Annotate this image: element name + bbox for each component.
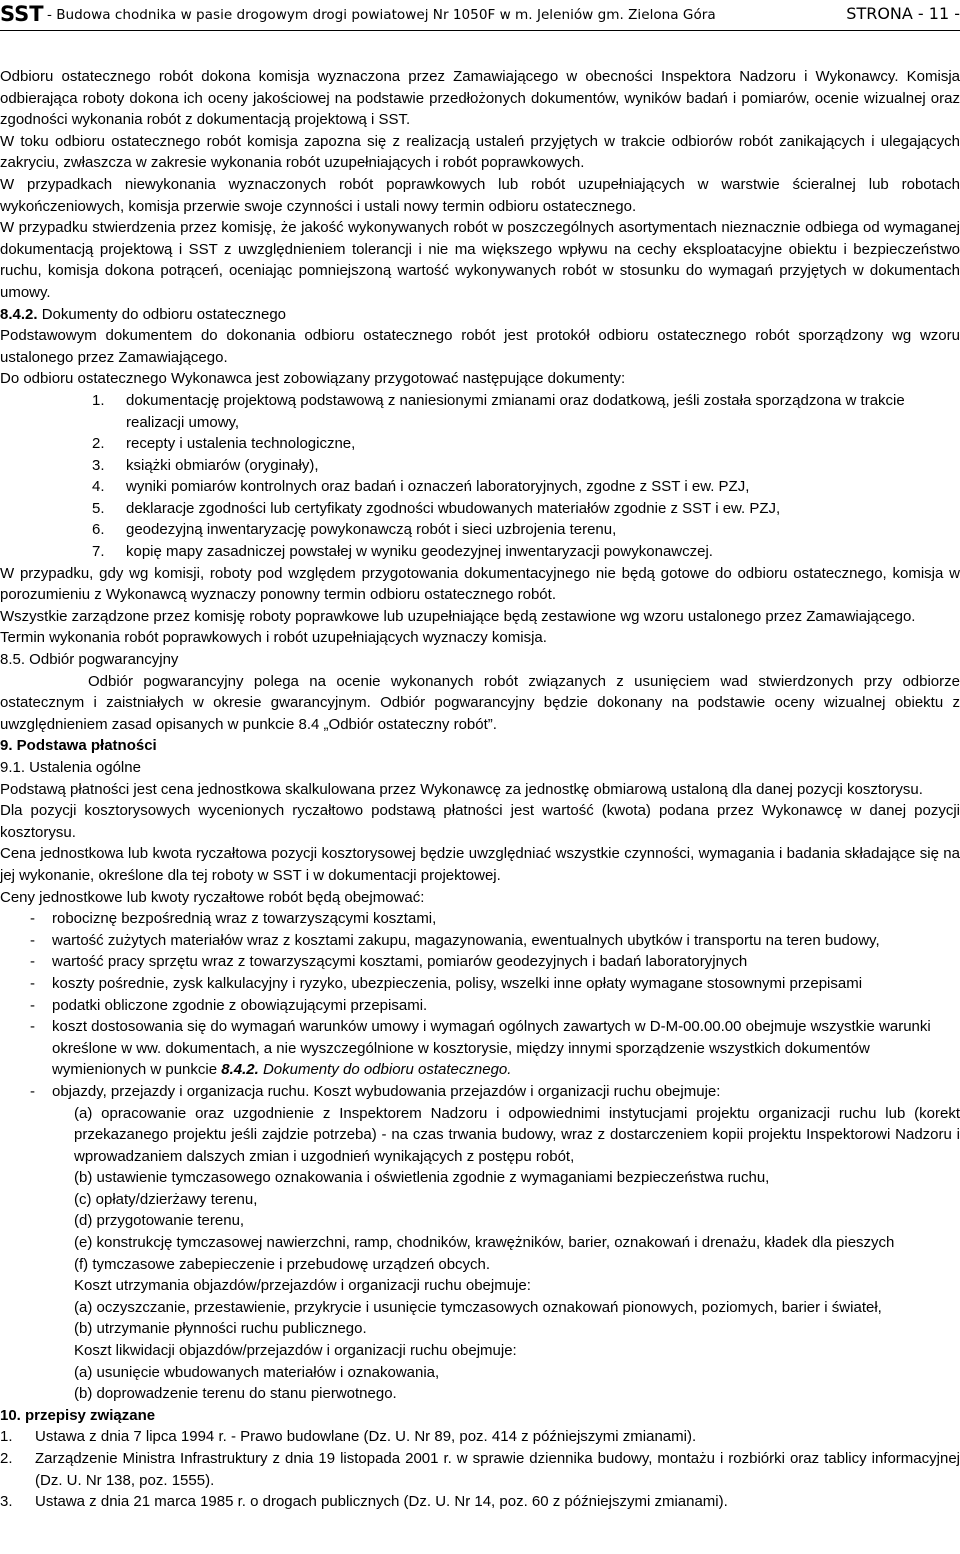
paragraph: Do odbioru ostatecznego Wykonawca jest zobowiązany przygotować następujące dokumenty: bbox=[0, 370, 626, 388]
section-reference: 8.4.2. bbox=[221, 1061, 259, 1079]
list-item bbox=[0, 951, 960, 973]
paragraph: Wszystkie zarządzone przez komisję roboty poprawkowe lub uzupełniające będą zestawione wg wzoru ustalonego przez Zamawiającego. bbox=[0, 607, 916, 625]
list-text: Ustawa z dnia 21 marca 1985 r. o drogach publicznych (Dz. U. Nr 14, poz. 60 z późniejszymi zmianami). bbox=[35, 1493, 728, 1511]
paragraph: Odbioru ostatecznego robót dokona komisja wyznaczona przez Zamawiającego w obecności Inspektora Nadzoru i Wykonawcy. Komisja odbierająca roboty dokona ich oceny jakościowej na podstawie przedłożonych dokumentów, wyników badań i pomiarów, ocenie wizualnej oraz zgodności wykonania robót z dokumentacją projektową i SST. bbox=[0, 68, 960, 129]
sub-heading: Koszt likwidacji objazdów/przejazdów i organizacji ruchu obejmuje: bbox=[74, 1342, 517, 1360]
paragraph: Ceny jednostkowe lub kwoty ryczałtowe robót będą obejmować: bbox=[0, 888, 425, 906]
list-item bbox=[0, 390, 926, 433]
page-header bbox=[0, 0, 960, 31]
list-item bbox=[0, 433, 926, 455]
section-reference-title: Dokumenty do odbioru ostatecznego. bbox=[258, 1061, 512, 1079]
list-item bbox=[0, 973, 960, 995]
list-number: 1. bbox=[92, 391, 105, 409]
dash-marker: - bbox=[30, 996, 35, 1014]
traffic-maintain-list bbox=[0, 1297, 960, 1340]
price-components-list bbox=[0, 908, 960, 1102]
paragraph: W przypadku, gdy wg komisji, roboty pod względem przygotowania dokumentacyjnego nie będą gotowe do odbioru ostatecznego, komisja w porozumieniu z Wykonawcą wyznaczy ponowny termin odbioru ostatecznego robót. bbox=[0, 564, 960, 604]
list-text: Zarządzenie Ministra Infrastruktury z dnia 19 listopada 2001 r. w sprawie dziennika budowy, montażu i rozbiórki oraz tablicy informacyjnej (Dz. U. Nr 138, poz. 1555). bbox=[35, 1450, 960, 1489]
list-item bbox=[0, 1426, 960, 1448]
list-item bbox=[0, 1448, 960, 1491]
list-text: Ustawa z dnia 7 lipca 1994 r. - Prawo budowlane (Dz. U. Nr 89, poz. 414 z późniejszymi zmianami). bbox=[35, 1428, 697, 1446]
list-text: objazdy, przejazdy i organizacja ruchu. Koszt wybudowania przejazdów i organizacji ruchu obejmuje: bbox=[52, 1082, 721, 1100]
list-text: podatki obliczone zgodnie z obowiązującymi przepisami. bbox=[52, 996, 428, 1014]
list-number: 1. bbox=[0, 1428, 13, 1446]
list-text: dokumentację projektową podstawową z naniesionymi zmianami oraz dodatkową, jeśli została sporządzona w trakcie realizacji umowy, bbox=[126, 391, 905, 431]
list-item bbox=[0, 476, 926, 498]
list-item: (a) opracowanie oraz uzgodnienie z Inspektorem Nadzoru i odpowiednimi instytucjami projektu organizacji ruchu lub (korekt przekazanego projektu jeśli zajdzie potrzeba) - na czas trwania budowy, wraz z dostarczeniem kopii projektu Inspektorowi Nadzoru i wprowadzaniem dalszych zmian i uzgodnień wynikających z postępu robót, bbox=[74, 1104, 960, 1165]
section-heading-9-1: 9.1. Ustalenia ogólne bbox=[0, 759, 141, 776]
list-item bbox=[0, 541, 926, 563]
paragraph: Podstawowym dokumentem do dokonania odbioru ostatecznego robót jest protokół odbioru ostatecznego robót sporządzony wg wzoru ustalonego przez Zamawiającego. bbox=[0, 327, 960, 366]
list-item: (b) ustawienie tymczasowego oznakowania i oświetlenia zgodnie z wymaganiami bezpieczeństwa ruchu, bbox=[74, 1169, 770, 1187]
list-text: wartość pracy sprzętu wraz z towarzyszącymi kosztami, pomiarów geodezyjnych i badań laboratoryjnych bbox=[52, 953, 748, 971]
list-number: 6. bbox=[92, 521, 105, 539]
paragraph: W przypadku stwierdzenia przez komisję, że jakość wykonywanych robót w poszczególnych asortymentach nieznacznie odbiega od wymaganej dokumentacją projektową i SST z uwzględnieniem tolerancji i nie ma większego wpływu na cechy eksploatacyjne obiektu i bezpieczeństwo ruchu, komisja dokona potrąceń, oceniając pomniejszoną wartość wykonywanych robót w stosunku do wymagań przyjętych w dokumentach umowy. bbox=[0, 219, 960, 301]
list-number: 2. bbox=[92, 435, 105, 453]
section-heading-10: 10. przepisy związane bbox=[0, 1406, 156, 1424]
list-number: 5. bbox=[92, 499, 105, 517]
paragraph: W przypadkach niewykonania wyznaczonych robót poprawkowych lub robót uzupełniających w warstwie ścieralnej lub robotach wykończeniowych, komisja przerwie swoje czynności i ustali nowy termin odbioru ostatecznego. bbox=[0, 175, 960, 215]
list-text: wartość zużytych materiałów wraz z kosztami zakupu, magazynowania, ewentualnych ubytków i transportu na teren budowy, bbox=[52, 931, 880, 949]
list-item bbox=[0, 908, 960, 930]
list-item bbox=[0, 995, 960, 1017]
dash-marker: - bbox=[30, 910, 35, 928]
list-item bbox=[0, 498, 926, 520]
list-text: książki obmiarów (oryginały), bbox=[126, 456, 319, 474]
document-body bbox=[0, 66, 960, 1513]
header-subject: - Budowa chodnika w pasie drogowym drogi powiatowej Nr 1050F w m. Jeleniów gm. Zielona Góra bbox=[47, 7, 716, 23]
dash-marker: - bbox=[30, 953, 35, 971]
sub-heading: Koszt utrzymania objazdów/przejazdów i organizacji ruchu obejmuje: bbox=[74, 1277, 531, 1295]
paragraph: Termin wykonania robót poprawkowych i robót uzupełniających wyznaczy komisja. bbox=[0, 629, 547, 647]
page-number: STRONA - 11 - bbox=[846, 4, 960, 23]
list-number: 3. bbox=[0, 1493, 13, 1511]
list-item: (a) oczyszczanie, przestawienie, przykrycie i usunięcie tymczasowych oznakowań pionowych, poziomych, barier i świateł, bbox=[74, 1298, 882, 1316]
list-text: koszty pośrednie, zysk kalkulacyjny i ryzyko, ubezpieczenia, polisy, wszelki inne opłaty wymagane stosownymi przepisami bbox=[52, 974, 863, 992]
list-text: wyniki pomiarów kontrolnych oraz badań i oznaczeń laboratoryjnych, zgodne z SST i ew. PZJ, bbox=[126, 478, 750, 496]
list-text: deklaracje zgodności lub certyfikaty zgodności wbudowanych materiałów zgodnie z SST i ew. PZJ, bbox=[126, 499, 781, 517]
list-number: 2. bbox=[0, 1450, 13, 1467]
section-number: 8.4.2. bbox=[0, 305, 38, 323]
dash-marker: - bbox=[30, 1082, 35, 1100]
traffic-build-list bbox=[0, 1103, 960, 1276]
list-item: (c) opłaty/dzierżawy terenu, bbox=[74, 1190, 258, 1208]
section-heading-8-5: 8.5. Odbiór pogwarancyjny bbox=[0, 651, 179, 669]
list-item: (e) konstrukcję tymczasowej nawierzchni, ramp, chodników, krawężników, barier, oznakowań i drenażu, kładek dla pieszych bbox=[74, 1234, 895, 1252]
paragraph: Odbiór pogwarancyjny polega na ocenie wykonanych robót związanych z usunięciem wad stwierdzonych przy odbiorze ostatecznym i zaistniałych w okresie gwarancyjnym. Odbiór pogwarancyjny będzie dokonany na podstawie oceny wizualnej obiektu z uwzględnieniem zasad opisanych w punkcie 8.4 „Odbiór ostateczny robót”. bbox=[0, 672, 960, 733]
list-number: 7. bbox=[92, 543, 105, 561]
list-text: koszt dostosowania się do wymagań warunków umowy i wymagań ogólnych zawartych w D-M-00.00.00 obejmuje wszystkie warunki określone w ww. dokumentach, a nie wyszczególnione w kosztorysie, między innymi sporządzenie wszystkich dokumentów wymienionych w punkcie bbox=[52, 1018, 931, 1079]
section-heading-8-4-2 bbox=[0, 304, 960, 326]
section-heading-9: 9. Podstawa płatności bbox=[0, 737, 157, 755]
documents-list bbox=[0, 390, 960, 563]
list-item: (a) usunięcie wbudowanych materiałów i oznakowania, bbox=[74, 1363, 440, 1381]
paragraph: Podstawą płatności jest cena jednostkowa skalkulowana przez Wykonawcę za jednostkę obmiarową ustaloną dla danej pozycji kosztorysu. bbox=[0, 780, 923, 798]
spec-abbreviation: SST bbox=[0, 2, 44, 26]
dash-marker: - bbox=[30, 1018, 35, 1036]
paragraph: W toku odbioru ostatecznego robót komisja zapozna się z realizacją ustaleń przyjętych w trakcie odbiorów robót zanikających i ulegających zakryciu, zwłaszcza w zakresie wykonania robót uzupełniających i robót poprawkowych. bbox=[0, 132, 960, 172]
dash-marker: - bbox=[30, 931, 35, 949]
list-item bbox=[0, 519, 926, 541]
list-number: 4. bbox=[92, 478, 105, 496]
list-number: 3. bbox=[92, 456, 105, 474]
list-item: (d) przygotowanie terenu, bbox=[74, 1212, 245, 1230]
list-item bbox=[0, 455, 926, 477]
dash-marker: - bbox=[30, 974, 35, 992]
list-item: (b) utrzymanie płynności ruchu publicznego. bbox=[74, 1320, 367, 1338]
list-item bbox=[0, 1016, 960, 1081]
traffic-liquidate-list bbox=[0, 1362, 960, 1405]
list-item bbox=[0, 1491, 960, 1513]
list-text: kopię mapy zasadniczej powstałej w wyniku geodezyjnej inwentaryzacji powykonawczej. bbox=[126, 543, 713, 561]
list-item: (b) doprowadzenie terenu do stanu pierwotnego. bbox=[74, 1385, 397, 1403]
list-item: (f) tymczasowe zabepieczenie i przebudowę urządzeń obcych. bbox=[74, 1255, 491, 1273]
list-item bbox=[0, 930, 960, 952]
list-text: robociznę bezpośrednią wraz z towarzyszącymi kosztami, bbox=[52, 910, 437, 928]
list-text: recepty i ustalenia technologiczne, bbox=[126, 435, 356, 453]
section-title: Dokumenty do odbioru ostatecznego bbox=[37, 305, 287, 323]
paragraph: Dla pozycji kosztorysowych wycenionych ryczałtowo podstawą płatności jest wartość (kwota) podana przez Wykonawcę w danej pozycji kosztorysu. bbox=[0, 802, 960, 841]
paragraph: Cena jednostkowa lub kwota ryczałtowa pozycji kosztorysowej będzie uwzględniać wszystkie czynności, wymagania i badania składające się na jej wykonanie, określone dla tej roboty w SST i w dokumentacji projektowej. bbox=[0, 845, 960, 884]
list-text: geodezyjną inwentaryzację powykonawczą robót i sieci uzbrojenia terenu, bbox=[126, 521, 617, 539]
list-item bbox=[0, 1081, 960, 1103]
regulations-list bbox=[0, 1426, 960, 1512]
